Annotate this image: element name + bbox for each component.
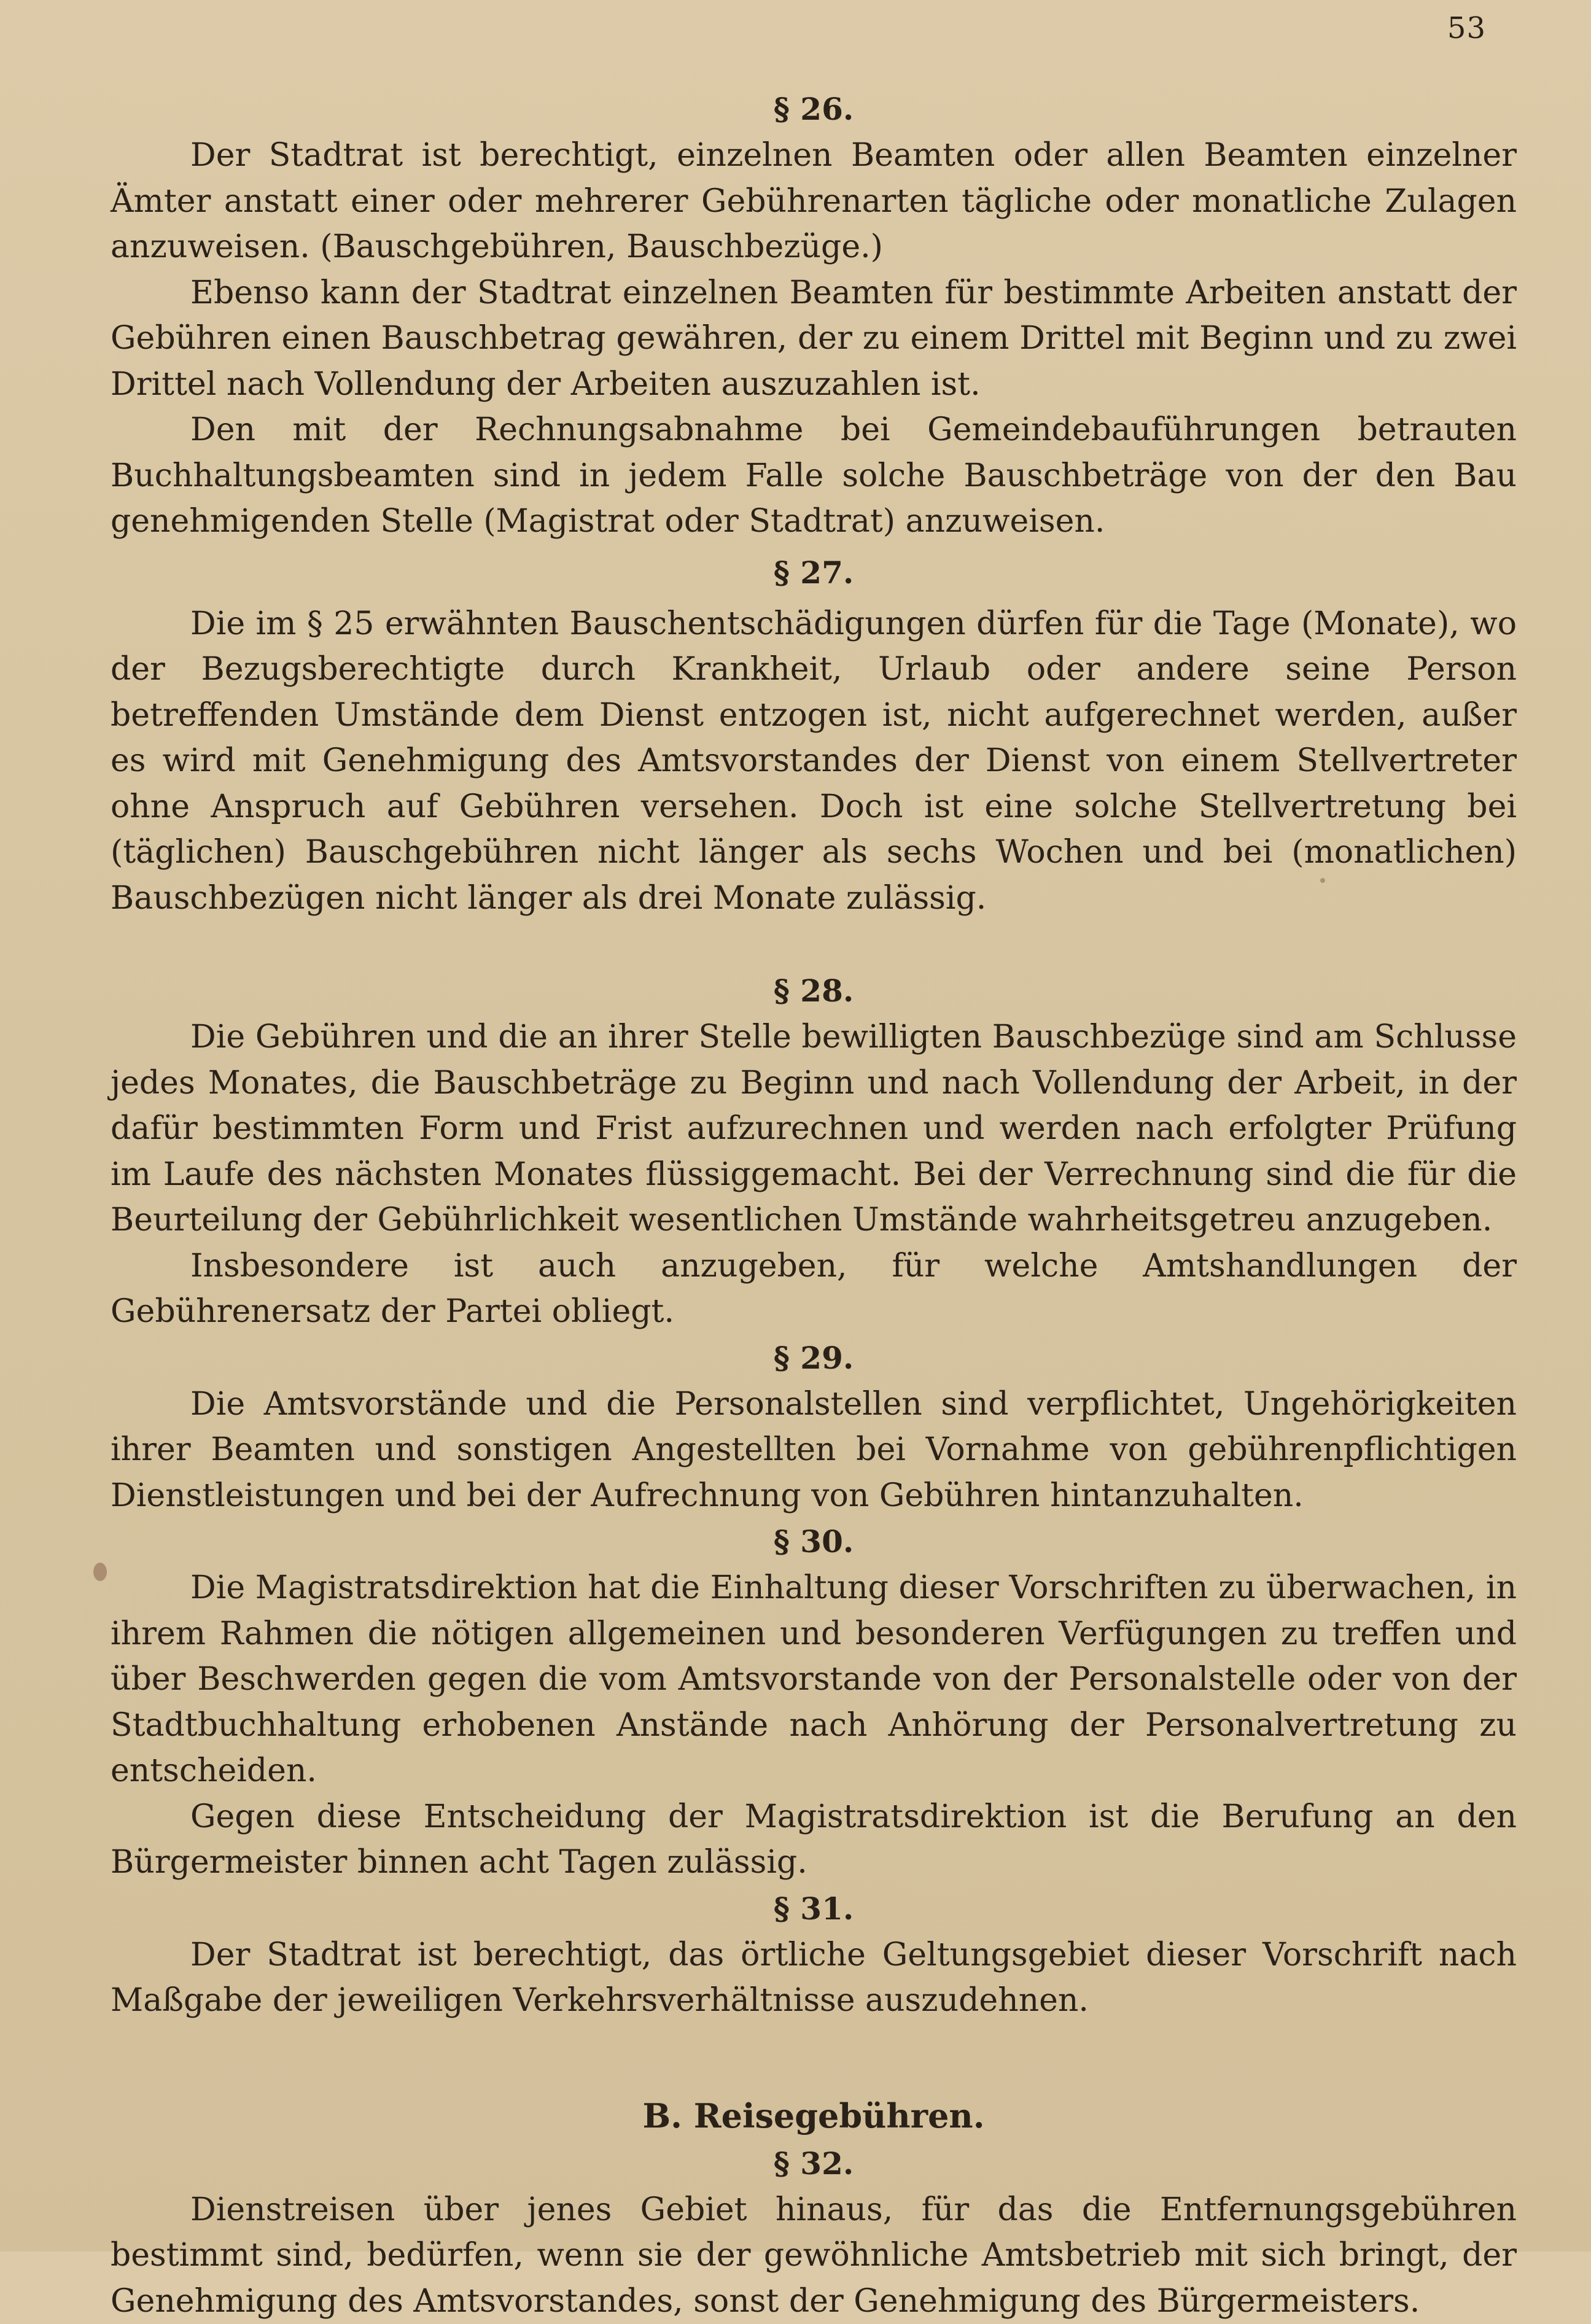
paper-stain — [93, 1563, 107, 1581]
section-heading-27: § 27. — [111, 550, 1517, 596]
paragraph: Insbesondere ist auch anzugeben, für welche Amtshandlungen der Gebührenersatz der Partei obliegt. — [111, 1243, 1517, 1335]
paragraph: Ebenso kann der Stadtrat einzelnen Beamten für bestimmte Arbeiten anstatt der Gebühren einen Bauschbetrag gewähren, der zu einem Drittel mit Beginn und zu zwei Drittel nach Vollendung der Arbeiten auszuzahlen ist. — [111, 270, 1517, 408]
section-heading-28: § 28. — [111, 968, 1517, 1014]
section-heading-29: § 29. — [111, 1335, 1517, 1382]
paragraph: Der Stadtrat ist berechtigt, einzelnen Beamten oder allen Beamten einzelner Ämter anstatt einer oder mehrerer Gebührenarten tägliche oder monatliche Zulagen anzuweisen. (Bauschgebühren, Bauschbezüge.) — [111, 133, 1517, 270]
part-b-title: B. Reisegebühren. — [111, 2091, 1517, 2140]
paragraph: Die Amtsvorstände und die Personalstellen sind verpflichtet, Ungehörigkeiten ihrer Beamten und sonstigen Angestellten bei Vornahme von gebührenpflichtigen Dienstleistungen und bei der Aufrechnung von Gebühren hintanzuhalten. — [111, 1382, 1517, 1519]
paper-stain — [1320, 878, 1325, 883]
page-number: 53 — [1447, 11, 1486, 45]
paragraph: Die Magistratsdirektion hat die Einhaltung dieser Vorschriften zu überwachen, in ihrem Rahmen die nötigen allgemeinen und besonderen Verfügungen zu treffen und über Beschwerden gegen die vom Amtsvorstande von der Personalstelle oder von der Stadtbuchhaltung erhobenen Anstände nach Anhörung der Personalvertretung zu entscheiden. — [111, 1565, 1517, 1794]
page-content — [111, 86, 1517, 2324]
paragraph: Dienstreisen über jenes Gebiet hinaus, für das die Entfernungsgebühren bestimmt sind, bedürfen, wenn sie der gewöhnliche Amtsbetrieb mit sich bringt, der Genehmigung des Amtsvorstandes, sonst der Genehmigung des Bürgermeisters. — [111, 2187, 1517, 2324]
paragraph: Gegen diese Entscheidung der Magistratsdirektion ist die Berufung an den Bürgermeister binnen acht Tagen zulässig. — [111, 1794, 1517, 1886]
paragraph: Den mit der Rechnungsabnahme bei Gemeindebauführungen betrauten Buchhaltungsbeamten sind in jedem Falle solche Bauschbeträge von der den Bau genehmigenden Stelle (Magistrat oder Stadtrat) anzuweisen. — [111, 407, 1517, 545]
section-heading-30: § 30. — [111, 1518, 1517, 1565]
document-page — [111, 0, 1523, 2252]
section-heading-31: § 31. — [111, 1886, 1517, 1932]
paragraph: Die Gebühren und die an ihrer Stelle bewilligten Bauschbezüge sind am Schlusse jedes Monates, die Bauschbeträge zu Beginn und nach Vollendung der Arbeit, in der dafür bestimmten Form und Frist aufzurechnen und werden nach erfolgter Prüfung im Laufe des nächsten Monates flüssiggemacht. Bei der Verrechnung sind die für die Beurteilung der Gebührlichkeit wesentlichen Umstände wahrheitsgetreu anzugeben. — [111, 1014, 1517, 1243]
paragraph: Die im § 25 erwähnten Bauschentschädigungen dürfen für die Tage (Monate), wo der Bezugsberechtigte durch Krankheit, Urlaub oder andere seine Person betreffenden Umstände dem Dienst entzogen ist, nicht aufgerechnet werden, außer es wird mit Genehmigung des Amtsvorstandes der Dienst von einem Stellvertreter ohne Anspruch auf Gebühren versehen. Doch ist eine solche Stellvertretung bei (täglichen) Bauschgebühren nicht länger als sechs Wochen und bei (monatlichen) Bauschbezügen nicht länger als drei Monate zulässig. — [111, 601, 1517, 922]
paragraph: Der Stadtrat ist berechtigt, das örtliche Geltungsgebiet dieser Vorschrift nach Maßgabe der jeweiligen Verkehrsverhältnisse auszudehnen. — [111, 1932, 1517, 2024]
section-heading-26: § 26. — [111, 86, 1517, 133]
section-heading-32: § 32. — [111, 2140, 1517, 2187]
